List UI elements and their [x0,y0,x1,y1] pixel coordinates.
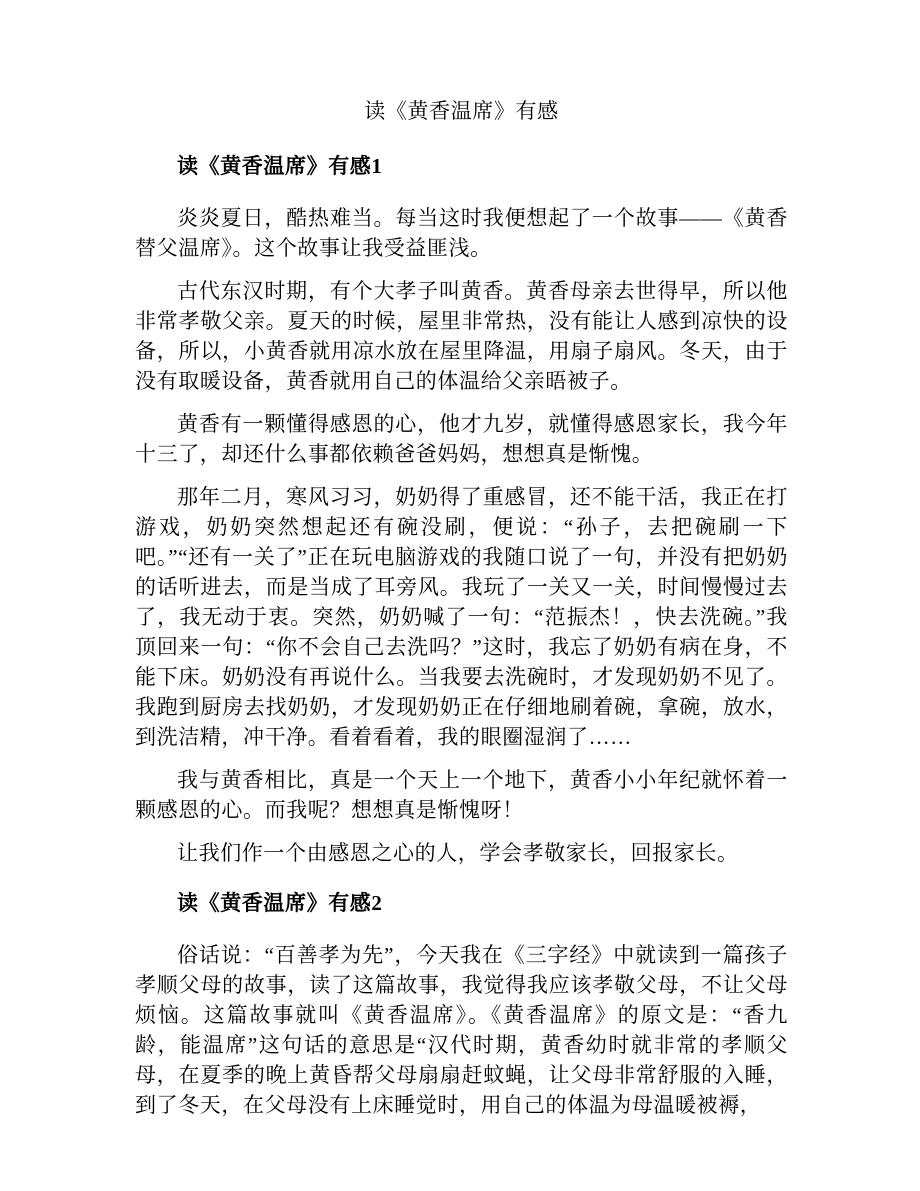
paragraph: 炎炎夏日，酷热难当。每当这时我便想起了一个故事——《黄香替父温席》。这个故事让我受益匪浅。 [135,206,788,260]
paragraph: 我与黄香相比，真是一个天上一个地下，黄香小小年纪就怀着一颗感恩的心。而我呢？想想真是惭愧呀！ [135,768,788,822]
paragraph: 俗话说：“百善孝为先”，今天我在《三字经》中就读到一篇孩子孝顺父母的故事，读了这篇故事，我觉得我应该孝敬父母，不让父母烦恼。这篇故事就叫《黄香温席》。《黄香温席》的原文是：“香九龄，能温席”这句话的意思是“汉代时期，黄香幼时就非常的孝顺父母，在夏季的晚上黄昏帮父母扇扇赶蚊蝇，让父母非常舒服的入睡，到了冬天，在父母没有上床睡觉时，用自己的体温为母温暖被褥， [135,943,788,1117]
document-title: 读《黄香温席》有感 [364,99,559,123]
paragraph: 古代东汉时期，有个大孝子叫黄香。黄香母亲去世得早，所以他非常孝敬父亲。夏天的时候，屋里非常热，没有能让人感到凉快的设备，所以，小黄香就用凉水放在屋里降温，用扇子扇风。冬天，由于没有取暖设备，黄香就用自己的体温给父亲晤被子。 [135,279,788,393]
section-1-heading: 读《黄香温席》有感1 [177,154,383,178]
paragraph: 让我们作一个由感恩之心的人，学会孝敬家长，回报家长。 [177,841,739,865]
paragraph: 黄香有一颗懂得感恩的心，他才九岁，就懂得感恩家长，我今年十三了，却还什么事都依赖爸爸妈妈，想想真是惭愧。 [135,412,788,466]
section-2-heading: 读《黄香温席》有感2 [177,891,383,915]
paragraph: 那年二月，寒风习习，奶奶得了重感冒，还不能干活，我正在打游戏，奶奶突然想起还有碗没刷，便说：“孙子，去把碗刷一下吧。”“还有一关了”正在玩电脑游戏的我随口说了一句，并没有把奶奶的话听进去，而是当成了耳旁风。我玩了一关又一关，时间慢慢过去了，我无动于衷。突然，奶奶喊了一句：“范振杰！，快去洗碗。”我顶回来一句：“你不会自己去洗吗？”这时，我忘了奶奶有病在身，不能下床。奶奶没有再说什么。当我要去洗碗时，才发现奶奶不见了。我跑到厨房去找奶奶，才发现奶奶正在仔细地刷着碗，拿碗，放水，到洗洁精，冲干净。看着看着，我的眼圈湿润了…… [135,485,788,749]
